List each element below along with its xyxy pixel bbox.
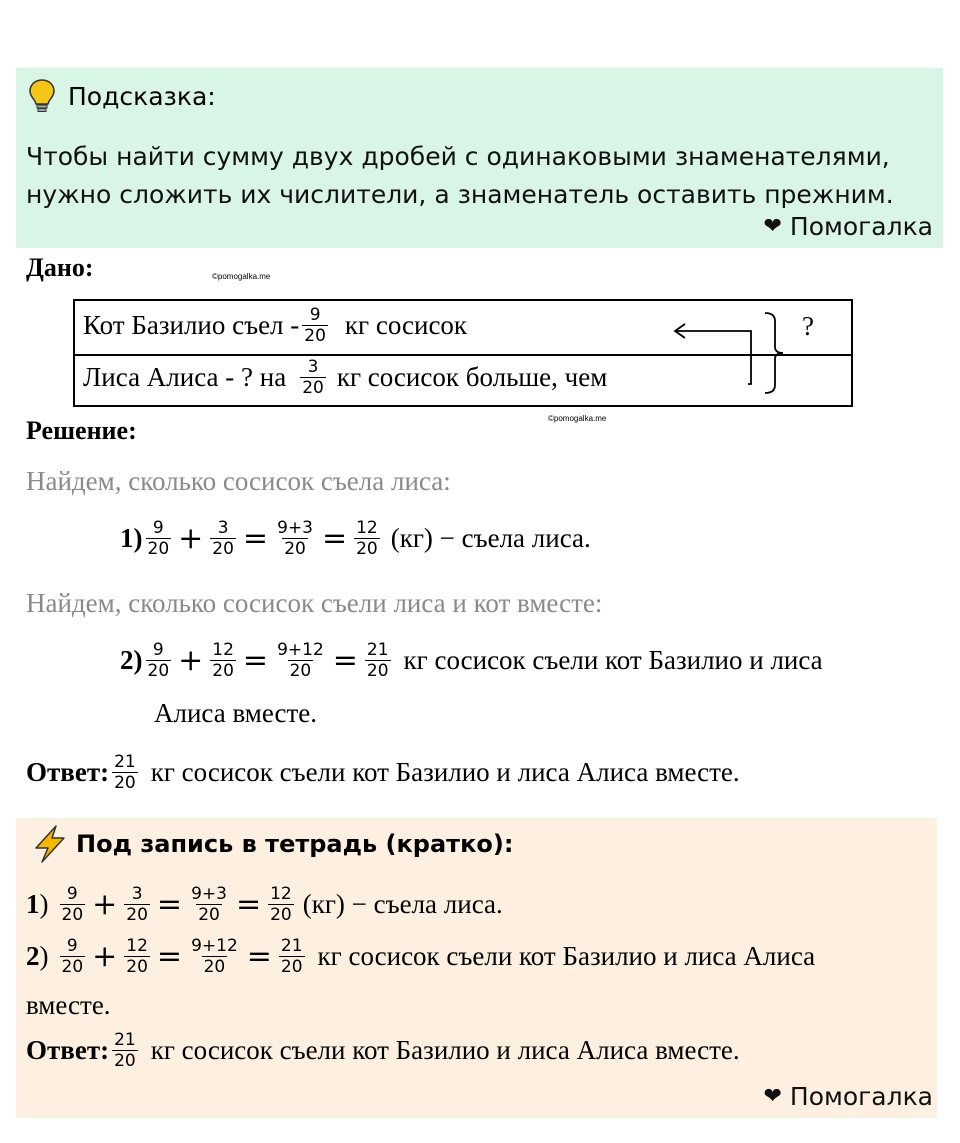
equals-sign: = — [156, 939, 183, 974]
denominator: 20 — [126, 905, 148, 925]
fraction — [302, 305, 328, 346]
given-row-cat — [83, 305, 467, 346]
fraction — [60, 884, 86, 925]
step-tail: (кг) − съела лиса. — [390, 523, 591, 553]
numerator: 12 — [126, 936, 148, 956]
denominator: 20 — [280, 957, 303, 977]
denominator: 20 — [366, 661, 389, 681]
numerator: 12 — [212, 640, 234, 660]
fraction — [124, 936, 150, 977]
brand-text: Помогалка — [789, 212, 933, 241]
heart-icon: ❤ — [763, 213, 782, 239]
plus-sign: + — [178, 521, 204, 556]
fraction — [60, 936, 86, 977]
equals-sign: = — [332, 643, 358, 678]
step-tail: кг сосисок съели кот Базилио и лиса Алиса — [317, 941, 816, 971]
numerator: 21 — [280, 936, 303, 956]
fraction — [112, 1030, 138, 1071]
plus-sign: + — [92, 887, 118, 922]
fraction — [146, 518, 172, 559]
step-tail: (кг) − съела лиса. — [302, 889, 503, 919]
denominator: 20 — [212, 661, 234, 681]
watermark: ©pomogalka.me — [212, 272, 271, 281]
fraction — [124, 884, 150, 925]
watermark: ©pomogalka.me — [548, 414, 607, 423]
brand-label — [763, 212, 933, 241]
numerator: 9+12 — [277, 640, 324, 660]
solution-heading: Решение: — [26, 416, 137, 445]
equals-sign: = — [242, 521, 269, 556]
numerator: 3 — [307, 357, 319, 377]
fraction — [112, 752, 138, 793]
notes-answer-line — [26, 1030, 740, 1071]
denominator: 20 — [147, 661, 170, 681]
denominator: 20 — [302, 378, 324, 398]
lightning-icon — [30, 824, 70, 864]
answer-text: кг сосисок съели кот Базилио и лиса Алиса вместе. — [150, 757, 740, 787]
denominator: 20 — [304, 326, 326, 346]
fraction — [189, 936, 240, 977]
numerator: 9 — [152, 640, 164, 660]
equals-sign: = — [235, 887, 262, 922]
numerator: 12 — [356, 518, 378, 538]
answer-text: кг сосисок съели кот Базилио и лиса Алиса вместе. — [150, 1035, 740, 1065]
fraction — [279, 936, 305, 977]
plus-sign: + — [178, 643, 204, 678]
step-label: 2) — [120, 645, 143, 675]
step-label: 1) — [120, 523, 143, 553]
notebook-title: Под запись в тетрадь (кратко): — [76, 830, 514, 858]
numerator: 9 — [152, 518, 164, 538]
comparison-arrow — [665, 309, 795, 399]
step1-expression — [120, 518, 591, 559]
question-mark: ? — [802, 311, 814, 341]
step-label: 2 — [26, 941, 40, 971]
answer-line — [26, 752, 740, 793]
denominator: 20 — [126, 957, 148, 977]
given-row-fox — [83, 357, 607, 398]
denominator: 20 — [61, 957, 84, 977]
denominator: 20 — [203, 957, 226, 977]
step1-intro: Найдем, сколько сосисок съела лиса: — [26, 466, 451, 496]
brand-label — [763, 1082, 933, 1111]
hint-box — [16, 68, 943, 248]
answer-label: Ответ: — [26, 757, 110, 787]
numerator: 21 — [114, 752, 136, 772]
hint-line: Чтобы найти сумму двух дробей с одинаковыми знаменателями, — [26, 142, 890, 171]
numerator: 21 — [366, 640, 389, 660]
denominator: 20 — [198, 905, 220, 925]
denominator: 20 — [356, 539, 378, 559]
numerator: 9 — [66, 884, 78, 904]
denominator: 20 — [114, 773, 136, 793]
denominator: 20 — [270, 905, 292, 925]
numerator: 21 — [114, 1030, 136, 1050]
notebook-box — [16, 818, 937, 1118]
brand-text: Помогалка — [789, 1082, 933, 1111]
fraction — [354, 518, 380, 559]
fraction — [210, 640, 236, 681]
plus-sign: + — [92, 939, 118, 974]
paren: ) — [39, 889, 49, 919]
fraction — [275, 518, 315, 559]
row-label: Кот Базилио съел - — [83, 310, 300, 340]
fraction — [365, 640, 391, 681]
row-label: Лиса Алиса - ? на — [83, 362, 287, 392]
numerator: 3 — [217, 518, 229, 538]
denominator: 20 — [61, 905, 84, 925]
given-table — [73, 299, 853, 407]
equals-sign: = — [246, 939, 272, 974]
fraction — [275, 640, 326, 681]
answer-label: Ответ: — [26, 1035, 110, 1065]
equals-sign: = — [156, 887, 183, 922]
step2-expression — [120, 640, 823, 681]
hint-text — [26, 138, 936, 214]
paren: ) — [39, 941, 49, 971]
denominator: 20 — [284, 539, 306, 559]
heart-icon: ❤ — [763, 1083, 782, 1109]
fraction — [189, 884, 229, 925]
notes-line-1 — [26, 884, 503, 925]
notes-line-2-tail: вместе. — [26, 990, 111, 1020]
numerator: 9 — [66, 936, 78, 956]
notes-line-2 — [26, 936, 815, 977]
numerator: 12 — [270, 884, 292, 904]
numerator: 9 — [309, 305, 321, 325]
denominator: 20 — [114, 1051, 136, 1071]
hint-line: нужно сложить их числители, а знаменатель оставить прежним. — [26, 180, 894, 209]
fraction — [268, 884, 294, 925]
denominator: 20 — [147, 539, 170, 559]
step-tail: кг сосисок съели кот Базилио и лиса — [403, 645, 823, 675]
equals-sign: = — [242, 643, 269, 678]
step2-tail-line: Алиса вместе. — [154, 698, 318, 728]
denominator: 20 — [212, 539, 234, 559]
numerator: 9+12 — [191, 936, 238, 956]
numerator: 9+3 — [191, 884, 227, 904]
given-heading: Дано: — [26, 253, 94, 282]
fraction — [146, 640, 172, 681]
hint-title: Подсказка: — [68, 82, 216, 111]
numerator: 3 — [131, 884, 143, 904]
numerator: 9+3 — [277, 518, 313, 538]
fraction — [210, 518, 236, 559]
denominator: 20 — [289, 661, 312, 681]
step2-intro: Найдем, сколько сосисок съели лиса и кот вместе: — [26, 588, 603, 618]
lightbulb-icon — [28, 78, 56, 114]
equals-sign: = — [321, 521, 348, 556]
step-label: 1 — [26, 889, 40, 919]
row-tail: кг сосисок — [344, 310, 468, 340]
row-tail: кг сосисок больше, чем — [336, 362, 608, 392]
fraction — [300, 357, 326, 398]
